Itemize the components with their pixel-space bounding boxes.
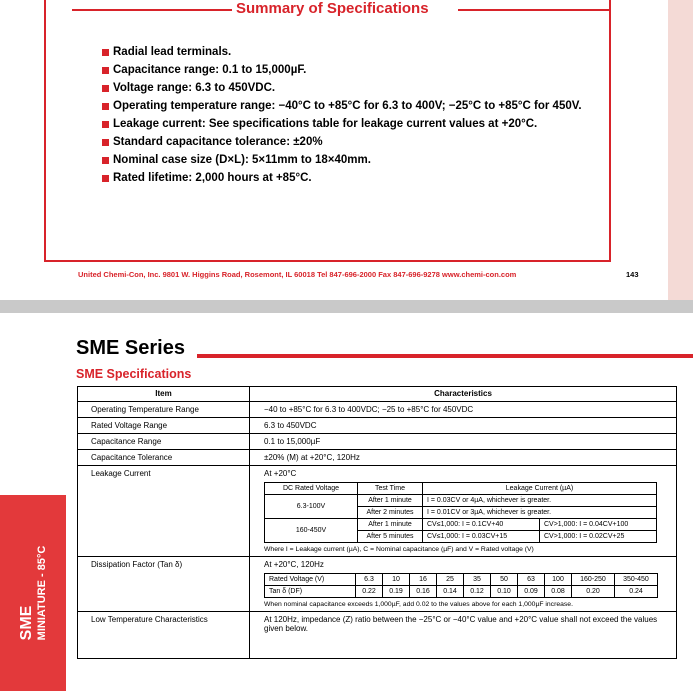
bullet-square-icon (102, 85, 109, 92)
summary-item: Capacitance range: 0.1 to 15,000µF. (102, 64, 583, 77)
page-sme (0, 313, 693, 691)
table-row: Operating Temperature Range −40 to +85°C for 6.3 to 400VDC; −25 to +85°C for 450VDC (78, 402, 677, 418)
leakage-table: DC Rated Voltage Test Time Leakage Current (µA) 6.3-100V After 1 minute I = 0.03CV or 4µA, whichever is greater. After 2 minutes I = 0.01CV or 3µA, whichever is greater. 160-450V After 1 minute CV≤1,000: I = 0.1CV+40 CV>1,000: I = 0.04CV+100 After 5 minutes CV≤1,000: I = 0.03CV+15 CV>1,000: I = 0.02CV+25 (264, 482, 657, 543)
summary-item: Standard capacitance tolerance: ±20% (102, 136, 583, 149)
bullet-square-icon (102, 103, 109, 110)
tab-series: SME (18, 605, 35, 641)
bullet-square-icon (102, 67, 109, 74)
summary-item: Leakage current: See specifications table for leakage current values at +20°C. (102, 118, 583, 131)
table-header (78, 387, 677, 402)
df-table (264, 573, 658, 598)
page-gap (0, 300, 693, 313)
header-item: Item (78, 387, 250, 402)
page-143 (0, 0, 693, 300)
df-intro: At +20°C, 120Hz (264, 560, 324, 569)
summary-item: Rated lifetime: 2,000 hours at +85°C. (102, 172, 583, 185)
footer-address: United Chemi-Con, Inc. 9801 W. Higgins Road, Rosemont, IL 60018 Tel 847-696-2000 Fax 847-696-9278 www.chemi-con.com (78, 270, 517, 279)
bullet-square-icon (102, 157, 109, 164)
bullet-square-icon (102, 175, 109, 182)
side-tab-text (18, 546, 48, 641)
specs-heading: SME Specifications (76, 367, 192, 381)
df-voltage-row: Rated Voltage (V) 6.3 10 16 25 35 50 63 100 160-250 350-450 (265, 574, 658, 586)
table-row: Capacitance Tolerance ±20% (M) at +20°C, 120Hz (78, 450, 677, 466)
title-rule (197, 354, 693, 358)
box-rule-left (72, 9, 232, 11)
leakage-note: Where I = Leakage current (µA), C = Nominal capacitance (µF) and V = Rated voltage (V) (264, 546, 534, 553)
bullet-square-icon (102, 121, 109, 128)
side-tab (0, 495, 66, 691)
tab-subtitle: MINIATURE - 85°C (36, 545, 48, 641)
bullet-square-icon (102, 139, 109, 146)
summary-title: Summary of Specifications (236, 0, 429, 17)
box-rule-right (458, 9, 611, 11)
page-number: 143 (626, 270, 639, 279)
summary-item: Voltage range: 6.3 to 450VDC. (102, 82, 583, 95)
table-row-lowtemp: Low Temperature Characteristics At 120Hz, impedance (Z) ratio between the −25°C or −40°C value and +20°C value shall not exceed the values given below. (78, 612, 677, 659)
df-value-row: Tan δ (DF) 0.22 0.19 0.16 0.14 0.12 0.10 0.09 0.08 0.20 0.24 (265, 586, 658, 598)
df-note: When nominal capacitance exceeds 1,000µF, add 0.02 to the values above for each 1,000µF increase. (264, 601, 573, 608)
summary-list (102, 46, 583, 190)
specs-table (77, 386, 677, 659)
bullet-square-icon (102, 49, 109, 56)
page-edge-strip (668, 0, 693, 300)
summary-item: Radial lead terminals. (102, 46, 583, 59)
table-row-leakage: Leakage Current At +20°C DC Rated Voltage Test Time Leakage Current (µA) 6.3-100V After 1 minute I = 0.03CV or 4µA, whichever is greater. After 2 minutes I = 0.01CV or 3µA, whichever is greater. 160-450V After 1 minute CV≤1,000: I = 0.1CV+40 CV>1,000: I = 0.04CV+100 After 5 minutes CV≤1,000: I = 0.03CV+15 CV>1,000: I = 0.02CV+25 Where I = Leakage current (µA), C = Nominal capacitance (µF) and V = Rated voltage (V) (78, 466, 677, 557)
table-row: Rated Voltage Range 6.3 to 450VDC (78, 418, 677, 434)
summary-item: Nominal case size (D×L): 5×11mm to 18×40mm. (102, 154, 583, 167)
series-title: SME Series (76, 337, 185, 359)
header-characteristics: Characteristics (250, 387, 677, 402)
table-row-df: Dissipation Factor (Tan δ) At +20°C, 120Hz Rated Voltage (V) 6.3 10 16 25 35 50 63 100 160-250 350-450 Tan δ (DF) 0.22 0.19 0.16 0.14 0.12 0.10 0.09 0.08 0.20 0.24 When nominal capacitance exceeds 1,000µF, add 0.02 to the values above for each 1,000µF increase. (78, 557, 677, 612)
summary-item: Operating temperature range: −40°C to +85°C for 6.3 to 400V; −25°C to +85°C for 450V. (102, 100, 583, 113)
leakage-intro: At +20°C (264, 469, 297, 478)
table-row: Capacitance Range 0.1 to 15,000µF (78, 434, 677, 450)
